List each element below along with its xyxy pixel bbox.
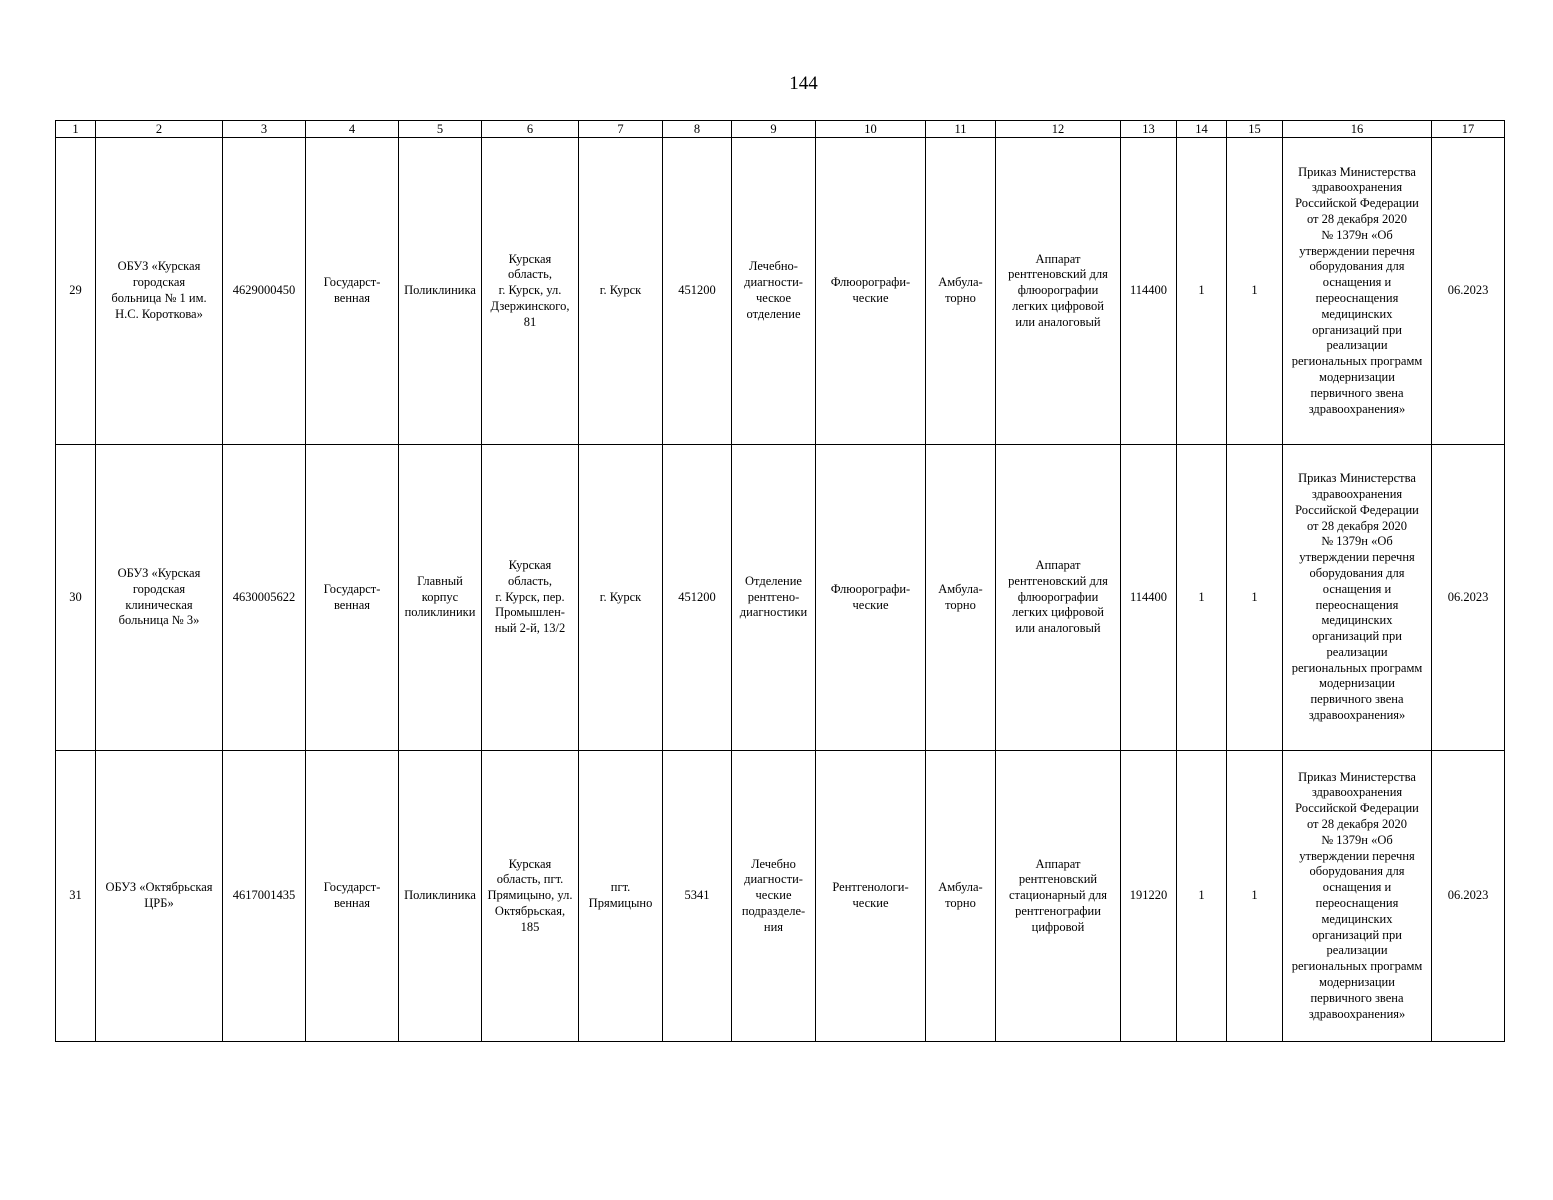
column-number: 5 <box>399 121 482 138</box>
care-type-cell: Амбула- торно <box>926 445 996 751</box>
population-cell: 451200 <box>663 138 732 445</box>
locality-cell: г. Курск <box>579 138 663 445</box>
profile-cell: Флюорографи- ческие <box>816 138 926 445</box>
ownership-cell: Государст- венная <box>306 138 399 445</box>
column-number: 3 <box>223 121 306 138</box>
equipment-code-cell: 114400 <box>1121 138 1177 445</box>
column-number: 8 <box>663 121 732 138</box>
inn-cell: 4630005622 <box>223 445 306 751</box>
department-cell: Лечебно диагности- ческие подразделе- ния <box>732 751 816 1042</box>
row-index-cell: 29 <box>56 138 96 445</box>
row-index-cell: 31 <box>56 751 96 1042</box>
equipment-cell: Аппарат рентгеновский стационарный для рентгенографии цифровой <box>996 751 1121 1042</box>
population-cell: 451200 <box>663 445 732 751</box>
inn-cell: 4629000450 <box>223 138 306 445</box>
column-number-row <box>56 121 1505 138</box>
column-number: 13 <box>1121 121 1177 138</box>
table-row <box>56 751 1505 1042</box>
care-type-cell: Амбула- торно <box>926 138 996 445</box>
address-cell: Курская область, пгт. Прямицыно, ул. Октябрьская, 185 <box>482 751 579 1042</box>
equipment-code-cell: 191220 <box>1121 751 1177 1042</box>
equipment-code-cell: 114400 <box>1121 445 1177 751</box>
page-number: 144 <box>789 73 818 94</box>
facility-cell: Поликлиника <box>399 751 482 1042</box>
address-cell: Курская область, г. Курск, ул. Дзержинского, 81 <box>482 138 579 445</box>
legal-basis-cell: Приказ Министерства здравоохранения Российской Федерации от 28 декабря 2020 № 1379н «Об утверждении перечня оборудования для оснащения и переоснащения медицинских организаций при реализации региональных программ модернизации первичного звена здравоохранения» <box>1283 445 1432 751</box>
quantity-cell: 1 <box>1177 138 1227 445</box>
equipment-registry-table <box>55 120 1505 1042</box>
equipment-cell: Аппарат рентгеновский для флюорографии легких цифровой или аналоговый <box>996 445 1121 751</box>
table-row <box>56 138 1505 445</box>
column-number: 11 <box>926 121 996 138</box>
column-number: 10 <box>816 121 926 138</box>
equipment-cell: Аппарат рентгеновский для флюорографии легких цифровой или аналоговый <box>996 138 1121 445</box>
inn-cell: 4617001435 <box>223 751 306 1042</box>
ownership-cell: Государст- венная <box>306 751 399 1042</box>
column-number: 16 <box>1283 121 1432 138</box>
quantity-cell: 1 <box>1227 751 1283 1042</box>
quantity-cell: 1 <box>1177 751 1227 1042</box>
ownership-cell: Государст- венная <box>306 445 399 751</box>
column-number: 1 <box>56 121 96 138</box>
row-index-cell: 30 <box>56 445 96 751</box>
date-cell: 06.2023 <box>1432 751 1505 1042</box>
column-number: 2 <box>96 121 223 138</box>
quantity-cell: 1 <box>1177 445 1227 751</box>
department-cell: Отделение рентгено- диагностики <box>732 445 816 751</box>
care-type-cell: Амбула- торно <box>926 751 996 1042</box>
organization-name-cell: ОБУЗ «Курская городская больница № 1 им. Н.С. Короткова» <box>96 138 223 445</box>
date-cell: 06.2023 <box>1432 138 1505 445</box>
date-cell: 06.2023 <box>1432 445 1505 751</box>
column-number: 15 <box>1227 121 1283 138</box>
organization-name-cell: ОБУЗ «Курская городская клиническая больница № 3» <box>96 445 223 751</box>
quantity-cell: 1 <box>1227 445 1283 751</box>
column-number: 6 <box>482 121 579 138</box>
facility-cell: Главный корпус поликлиники <box>399 445 482 751</box>
column-number: 7 <box>579 121 663 138</box>
profile-cell: Рентгенологи- ческие <box>816 751 926 1042</box>
legal-basis-cell: Приказ Министерства здравоохранения Российской Федерации от 28 декабря 2020 № 1379н «Об утверждении перечня оборудования для оснащения и переоснащения медицинских организаций при реализации региональных программ модернизации первичного звена здравоохранения» <box>1283 138 1432 445</box>
quantity-cell: 1 <box>1227 138 1283 445</box>
column-number: 12 <box>996 121 1121 138</box>
column-number: 4 <box>306 121 399 138</box>
locality-cell: г. Курск <box>579 445 663 751</box>
department-cell: Лечебно- диагности- ческое отделение <box>732 138 816 445</box>
legal-basis-cell: Приказ Министерства здравоохранения Российской Федерации от 28 декабря 2020 № 1379н «Об утверждении перечня оборудования для оснащения и переоснащения медицинских организаций при реализации региональных программ модернизации первичного звена здравоохранения» <box>1283 751 1432 1042</box>
column-number: 17 <box>1432 121 1505 138</box>
locality-cell: пгт. Прямицыно <box>579 751 663 1042</box>
table-row <box>56 445 1505 751</box>
profile-cell: Флюорографи- ческие <box>816 445 926 751</box>
column-number: 9 <box>732 121 816 138</box>
organization-name-cell: ОБУЗ «Октябрьская ЦРБ» <box>96 751 223 1042</box>
address-cell: Курская область, г. Курск, пер. Промышлен- ный 2-й, 13/2 <box>482 445 579 751</box>
column-number: 14 <box>1177 121 1227 138</box>
population-cell: 5341 <box>663 751 732 1042</box>
facility-cell: Поликлиника <box>399 138 482 445</box>
